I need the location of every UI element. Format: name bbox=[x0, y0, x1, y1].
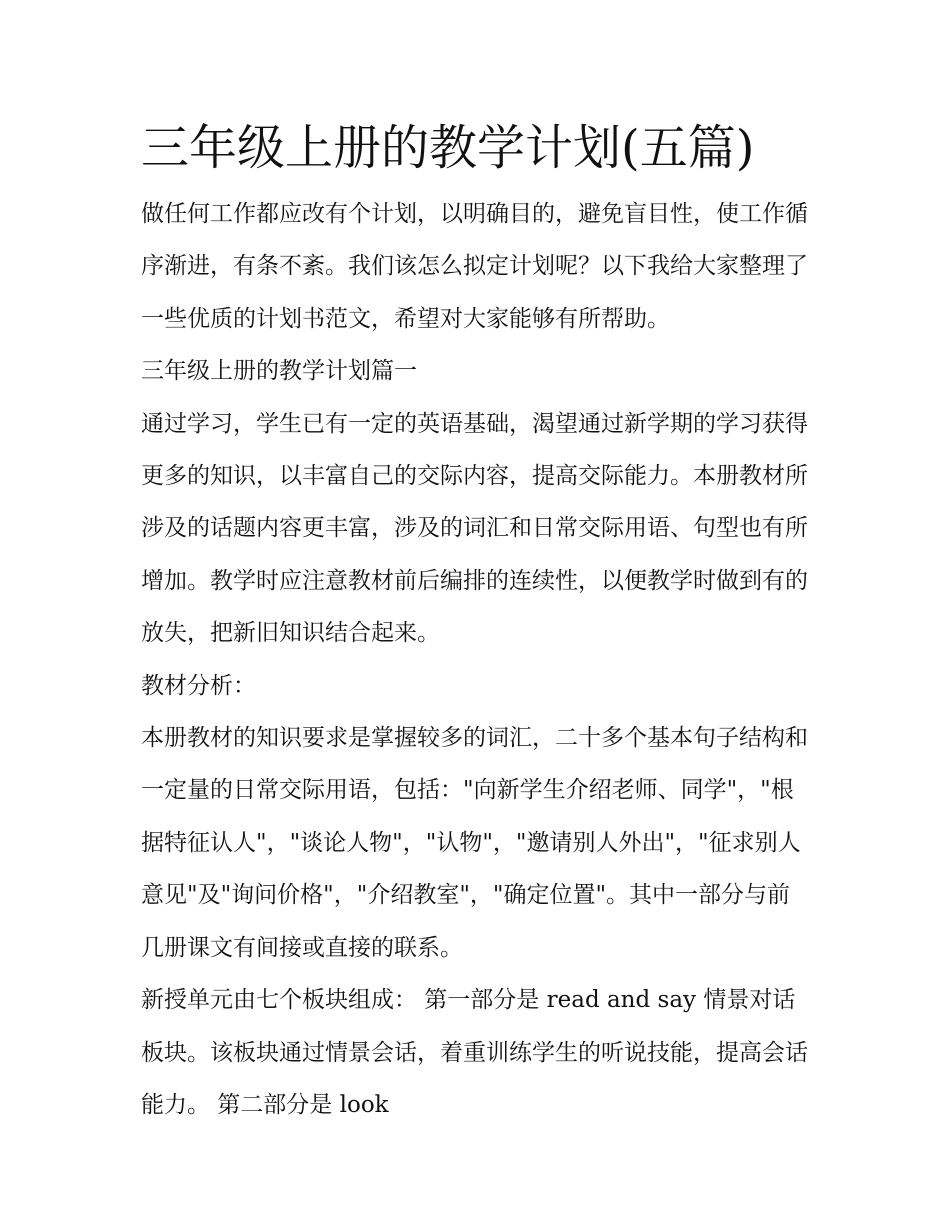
body-paragraph: 本册教材的知识要求是掌握较多的词汇，二十多个基本句子结构和一定量的日常交际用语，包括："向新学生介绍老师、同学"，"根据特征认人"，"谈论人物"，"认物"，"邀请别人外出"，"征求别人意见"及"询问价格"，"介绍教室"，"确定位置"。其中一部分与前几册课文有间接或直接的联系。 bbox=[141, 725, 808, 961]
document-page bbox=[141, 112, 813, 1131]
section-heading-part-one: 三年级上册的教学计划篇一 bbox=[141, 358, 417, 385]
body-paragraph: 通过学习，学生已有一定的英语基础，渴望通过新学期的学习获得更多的知识，以丰富自己的交际内容，提高交际能力。本册教材所涉及的话题内容更丰富，涉及的词汇和日常交际用语、句型也有所增加。教学时应注意教材前后编排的连续性，以便教学时做到有的放失，把新旧知识结合起来。 bbox=[141, 410, 808, 647]
section-heading-textbook-analysis: 教材分析： bbox=[141, 672, 256, 699]
body-paragraph: 新授单元由七个板块组成： 第一部分是 read and say 情景对话板块。该板块通过情景会话，着重训练学生的听说技能，提高会话能力。 第二部分是 look bbox=[141, 987, 808, 1118]
document-title: 三年级上册的教学计划(五篇) bbox=[141, 120, 755, 176]
intro-paragraph: 做任何工作都应改有个计划，以明确目的，避免盲目性，使工作循序渐进，有条不紊。我们该怎么拟定计划呢？以下我给大家整理了一些优质的计划书范文，希望对大家能够有所帮助。 bbox=[141, 201, 808, 332]
